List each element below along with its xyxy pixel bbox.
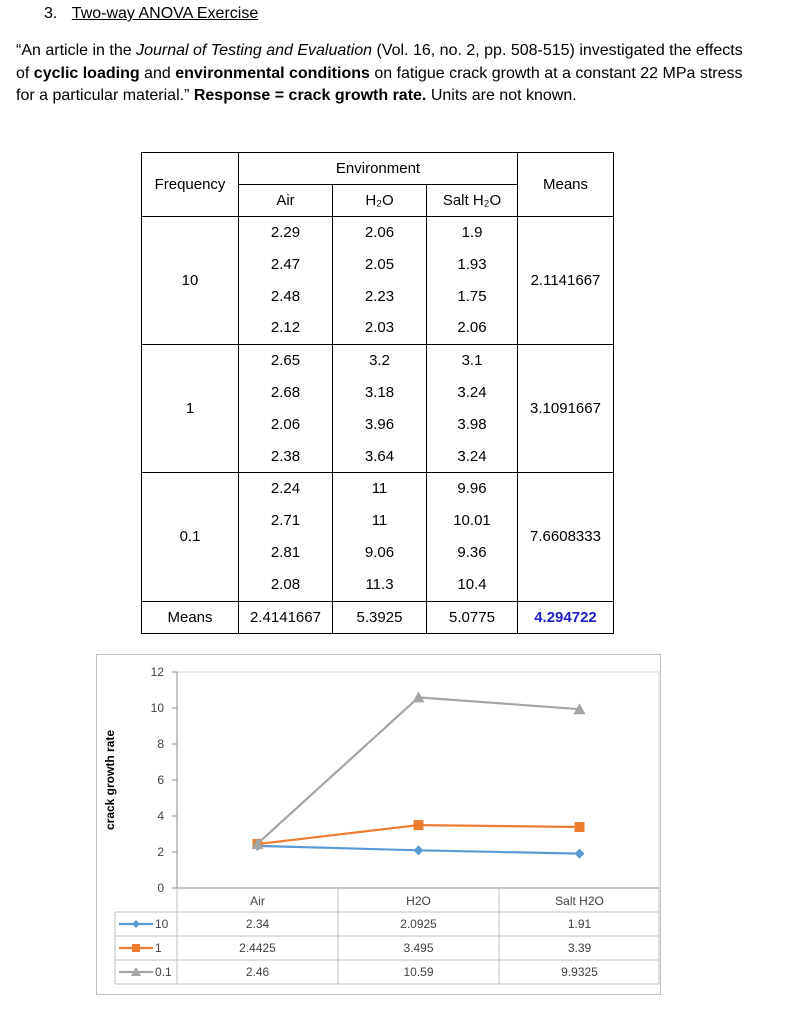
data-cell: 2.38 — [239, 441, 333, 473]
marker-diamond — [414, 845, 424, 855]
data-table-value: 10.59 — [403, 965, 434, 979]
data-cell: 9.96 — [427, 473, 518, 505]
data-table-value: 1.91 — [567, 917, 592, 931]
data-table-value: 3.495 — [403, 941, 434, 955]
y-tick-label: 8 — [157, 737, 164, 751]
plot-area — [177, 672, 659, 888]
para-text-3: and — [139, 64, 176, 82]
para-text-5: Units are not known. — [426, 87, 577, 104]
data-cell: 3.1 — [427, 345, 518, 377]
data-cell: 2.47 — [239, 249, 333, 281]
data-cell: 2.03 — [333, 312, 427, 344]
column-header-air: Air — [239, 185, 333, 217]
data-cell: 3.96 — [333, 409, 427, 441]
heading-number: 3. — [44, 5, 58, 22]
data-cell: 2.06 — [239, 409, 333, 441]
chart-canvas — [97, 655, 660, 994]
data-cell: 10.4 — [427, 569, 518, 601]
column-mean-h2o: 5.3925 — [333, 601, 427, 634]
x-category-label: Air — [250, 894, 265, 908]
frequency-mean: 7.6608333 — [518, 473, 614, 601]
data-cell: 2.68 — [239, 377, 333, 409]
data-cell: 3.24 — [427, 377, 518, 409]
data-table-value: 2.0925 — [400, 917, 437, 931]
marker-square — [132, 944, 140, 952]
data-cell: 2.05 — [333, 249, 427, 281]
data-cell: 1.93 — [427, 249, 518, 281]
frequency-mean: 2.1141667 — [518, 217, 614, 345]
data-cell: 10.01 — [427, 505, 518, 537]
table-row — [142, 345, 614, 377]
y-tick-label: 10 — [150, 701, 164, 715]
data-cell: 3.24 — [427, 441, 518, 473]
means-header: Means — [518, 153, 614, 217]
para-text-1: “An article in the — [16, 42, 137, 59]
frequency-mean: 3.1091667 — [518, 345, 614, 473]
data-table-value: 9.9325 — [561, 965, 598, 979]
data-cell: 3.18 — [333, 377, 427, 409]
table-row — [142, 473, 614, 505]
response-label: Response = crack growth rate. — [193, 87, 427, 104]
means-row-label: Means — [142, 601, 239, 634]
x-category-label: H2O — [406, 894, 431, 908]
data-cell: 2.08 — [239, 569, 333, 601]
data-cell: 2.65 — [239, 345, 333, 377]
data-cell: 11.3 — [333, 569, 427, 601]
data-cell: 1.75 — [427, 281, 518, 313]
anova-data-table — [141, 152, 614, 634]
frequency-cell: 1 — [142, 345, 239, 473]
grand-mean: 4.294722 — [518, 601, 614, 634]
column-header-h2o: H₂O — [333, 185, 427, 217]
y-tick-label: 0 — [157, 881, 164, 895]
data-cell: 2.23 — [333, 281, 427, 313]
data-cell: 2.71 — [239, 505, 333, 537]
exercise-heading — [44, 5, 258, 23]
interaction-chart — [96, 654, 661, 995]
column-mean-salt-h2o: 5.0775 — [427, 601, 518, 634]
marker-diamond — [575, 849, 585, 859]
data-cell: 1.9 — [427, 217, 518, 249]
frequency-cell: 0.1 — [142, 473, 239, 601]
data-table-value: 3.39 — [567, 941, 592, 955]
column-header-salt-h2o: Salt H₂O — [427, 185, 518, 217]
data-cell: 3.64 — [333, 441, 427, 473]
table-row — [142, 217, 614, 249]
data-cell: 2.06 — [333, 217, 427, 249]
journal-name: Journal of Testing and Evaluation — [136, 42, 373, 59]
problem-description — [16, 40, 756, 108]
frequency-header: Frequency — [142, 153, 239, 217]
y-tick-label: 6 — [157, 773, 164, 787]
data-table-value: 2.34 — [245, 917, 270, 931]
x-category-label: Salt H2O — [555, 894, 604, 908]
data-cell: 2.06 — [427, 312, 518, 344]
marker-square — [575, 822, 585, 832]
data-cell: 2.81 — [239, 537, 333, 569]
environment-header: Environment — [239, 153, 518, 185]
marker-diamond — [132, 920, 140, 928]
y-tick-label: 12 — [150, 665, 164, 679]
y-tick-label: 2 — [157, 845, 164, 859]
heading-title: Two-way ANOVA Exercise — [71, 5, 259, 22]
frequency-cell: 10 — [142, 217, 239, 345]
data-cell: 9.06 — [333, 537, 427, 569]
data-cell: 2.24 — [239, 473, 333, 505]
data-cell: 11 — [333, 505, 427, 537]
legend-series-label: 0.1 — [155, 965, 172, 979]
legend-series-label: 10 — [155, 917, 169, 931]
data-cell: 2.48 — [239, 281, 333, 313]
data-cell: 9.36 — [427, 537, 518, 569]
para-text-2: (Vol. 16, no. 2, pp. 508-515) investigated the effects of — [16, 42, 743, 82]
data-cell: 3.2 — [333, 345, 427, 377]
data-cell: 11 — [333, 473, 427, 505]
y-axis-label: crack growth rate — [103, 729, 117, 831]
para-text-4: on fatigue crack growth at a constant 22 MPa stress for a particular material.” — [16, 64, 743, 104]
legend-series-label: 1 — [155, 941, 162, 955]
marker-square — [414, 820, 424, 830]
data-cell: 3.98 — [427, 409, 518, 441]
factor-cyclic-loading: cyclic loading — [33, 64, 140, 82]
data-table-value: 2.4425 — [239, 941, 276, 955]
data-table-value: 2.46 — [245, 965, 270, 979]
data-cell: 2.12 — [239, 312, 333, 344]
data-cell: 2.29 — [239, 217, 333, 249]
y-tick-label: 4 — [157, 809, 164, 823]
column-mean-air: 2.4141667 — [239, 601, 333, 634]
factor-environmental: environmental conditions — [175, 64, 370, 82]
